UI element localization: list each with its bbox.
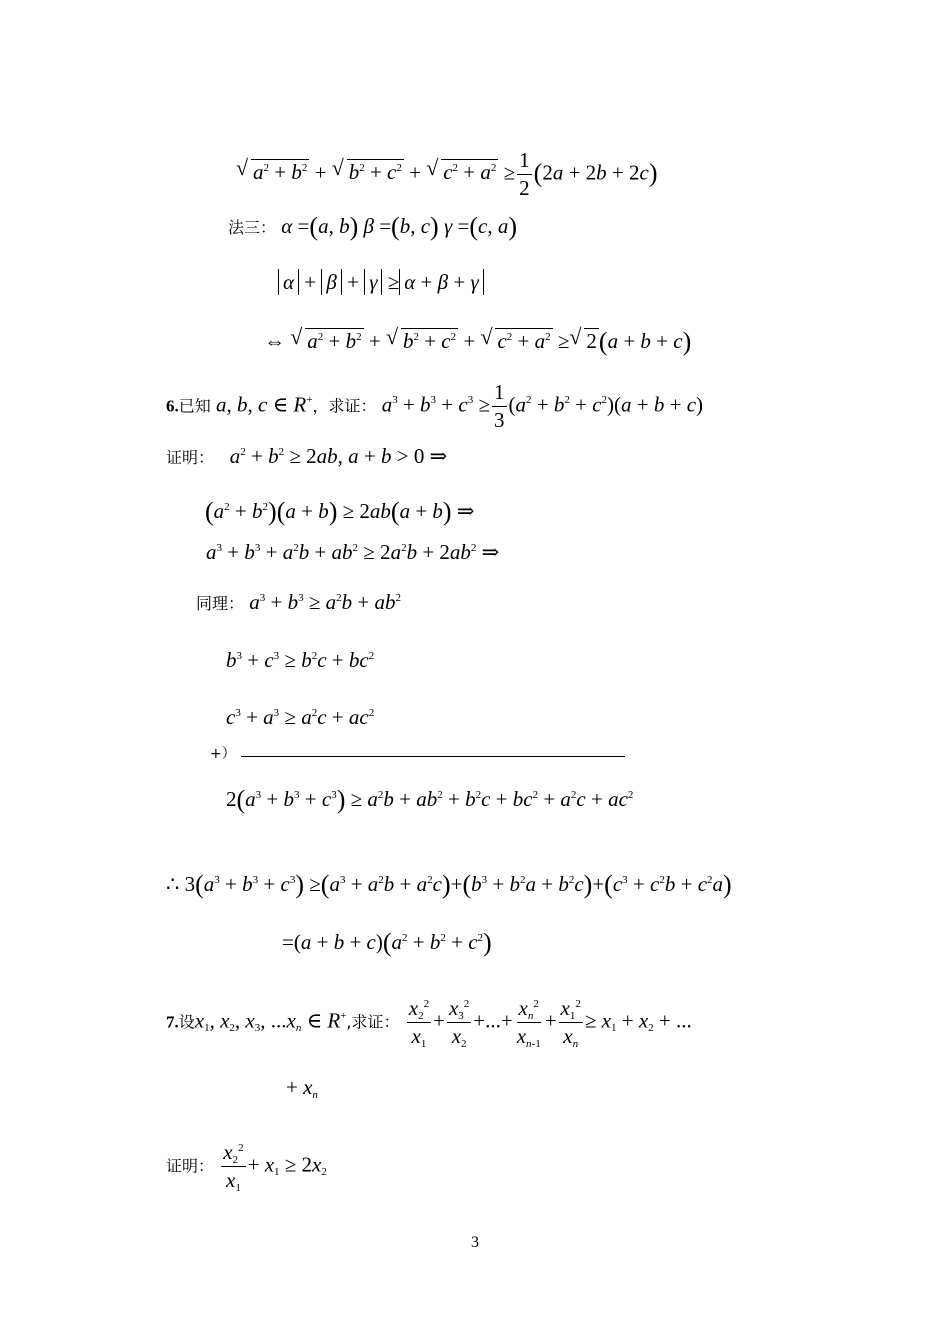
- problem-6-prove: ，求证：: [312, 396, 377, 416]
- sum-rule: [241, 756, 625, 757]
- problem-7-prove: ,求证：: [346, 1012, 400, 1032]
- proof-label: 证明：: [166, 448, 215, 467]
- sum-result: $2(a^3 + b^3 + c^3) \ge a^2b + ab^2 + b^2c + bc^2 + a^2c + ac^2$: [226, 785, 634, 814]
- therefore-factored: $=(a + b + c)(a^2 + b^2 + c^2)$: [282, 928, 492, 957]
- problem-7-statement: 7.设$x_1$, $x_2$, $x_3$, $...x_n$ ∈ R+,求证： $\frac{x_2^2}{x_1}$ + $\frac{x_3^2}{x_2}$ +...+ $\frac{x_n^2}{x_{n-1}}$ + $\frac{x_1^2}{x_n}$ ≥ $x_1 + x_2$ + ...: [166, 996, 692, 1050]
- problem-7-number: 7.: [166, 1012, 179, 1032]
- problem-6-given: 已知: [178, 396, 211, 416]
- therefore-line: ∴ $3(a^3 + b^3 + c^3) \ge(a^3 + a^2b + a^2c)+(b^3 + b^2a + b^2c)+(c^3 + c^2b + c^2a)$: [166, 870, 732, 899]
- problem-6-number: 6.: [166, 396, 179, 416]
- method3-line: 法三： α =(a, b) β =(b, c) γ =(c, a): [228, 212, 518, 241]
- proof-7-line1: 证明： $\frac{x_2^2}{x_1}$ + $x_1 \ge 2x_2$: [166, 1140, 327, 1194]
- formula-triangle-inequality: α + β + γ ≥ α + β + γ: [278, 269, 484, 295]
- page-number: 3: [471, 1234, 479, 1251]
- proof-6-line2: $(a^2 + b^2)(a + b) \ge 2ab(a + b)$ ⇒: [205, 497, 475, 526]
- problem-6-statement: 6.已知 a, b, c ∈ R+，求证： $a^3 + b^3 + c^3$ ≥ $\frac{1}{3}$ $(a^2 + b^2 + c^2)(a + b + c)$: [166, 380, 704, 432]
- problem-7-continuation: + $x_n$: [286, 1075, 318, 1101]
- proof-6-line1: 证明： $a^2 + b^2 \ge 2ab$, a + b > 0 ⇒: [166, 444, 448, 468]
- proof-7-label: 证明：: [166, 1156, 215, 1176]
- similarly-line2: $b^3 + c^3 \ge b^2c + bc^2$: [226, 648, 375, 672]
- formula-sqrt-sum-half: √ $a^2 + b^2$ + √ $b^2 + c^2$ + √ $c^2 + a^2$ ≥ $\frac{1}{2}$ (2a + 2b + 2c): [236, 150, 658, 199]
- formula-equivalence-sqrt2: ⇔ √ $a^2 + b^2$ + √ $b^2 + c^2$ + √ $c^2 + a^2$ ≥√ 2(a + b + c): [264, 328, 691, 355]
- similarly-label: 同理：: [196, 594, 245, 613]
- proof-6-line3: $a^3 + b^3 + a^2b + ab^2 \ge 2a^2b + 2ab^2$ ⇒: [206, 540, 500, 564]
- similarly-line1: 同理： $a^3 + b^3 \ge a^2b + ab^2$: [196, 590, 401, 614]
- similarly-line3: $c^3 + a^3 \ge a^2c + ac^2$: [226, 705, 375, 729]
- problem-7-given: 设: [178, 1012, 195, 1032]
- sum-marker: +）: [210, 746, 236, 762]
- method3-label: 法三：: [228, 218, 277, 237]
